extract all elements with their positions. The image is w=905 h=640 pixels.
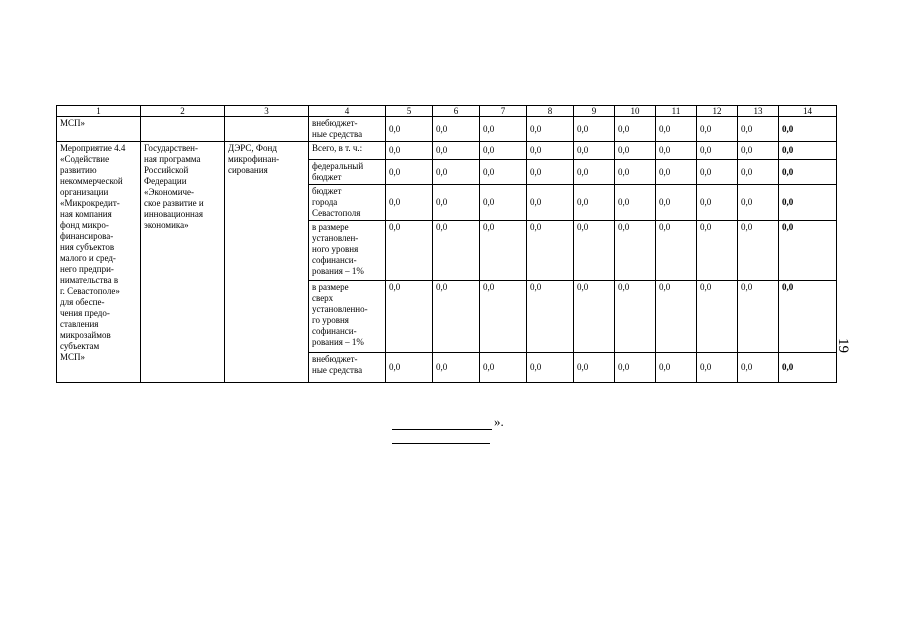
header-cell: 3 xyxy=(225,106,309,117)
value-cell xyxy=(656,353,697,383)
value-cell xyxy=(480,221,527,281)
value-cell xyxy=(527,185,574,221)
value-cell xyxy=(697,185,738,221)
source-cell xyxy=(309,117,386,142)
value-cell xyxy=(433,160,480,185)
value-cell-text: 0,0 xyxy=(389,123,401,134)
event-cell: МСП» xyxy=(57,117,141,142)
value-cell xyxy=(433,117,480,142)
value-cell-text: 0,0 xyxy=(700,282,712,292)
executor-cell xyxy=(225,117,309,142)
value-cell-text: 0,0 xyxy=(483,282,495,292)
value-cell xyxy=(738,142,779,160)
value-cell xyxy=(615,160,656,185)
source-cell xyxy=(309,160,386,185)
value-cell xyxy=(738,160,779,185)
value-cell-text: 0,0 xyxy=(530,197,542,207)
value-cell-text: 0,0 xyxy=(618,362,630,372)
value-cell-text: 0,0 xyxy=(436,197,448,207)
value-cell xyxy=(386,160,433,185)
value-cell-text: 0,0 xyxy=(618,222,630,232)
value-cell-text: 0,0 xyxy=(741,197,753,207)
value-cell-text: 0,0 xyxy=(618,282,630,292)
value-cell xyxy=(656,117,697,142)
value-cell-text: 0,0 xyxy=(618,166,630,177)
page-number: 19 xyxy=(835,338,851,353)
value-cell xyxy=(697,160,738,185)
value-cell-text: 0,0 xyxy=(700,362,712,372)
value-cell-text: 0,0 xyxy=(577,166,589,177)
source-cell-text: внебюджет- ные средства xyxy=(312,354,363,375)
value-cell xyxy=(386,353,433,383)
value-cell-text: 0,0 xyxy=(436,222,448,232)
header-cell: 10 xyxy=(615,106,656,117)
budget-table xyxy=(56,105,837,383)
value-cell xyxy=(615,185,656,221)
header-cell: 4 xyxy=(309,106,386,117)
value-cell-text: 0,0 xyxy=(389,282,401,292)
value-cell xyxy=(738,185,779,221)
value-cell-text: 0,0 xyxy=(659,362,671,372)
value-cell xyxy=(738,353,779,383)
value-cell-text: 0,0 xyxy=(436,145,448,155)
value-cell xyxy=(779,160,837,185)
header-cell: 9 xyxy=(574,106,615,117)
header-cell: 13 xyxy=(738,106,779,117)
value-cell-text: 0,0 xyxy=(700,197,712,207)
value-cell-text: 0,0 xyxy=(577,145,589,155)
value-cell xyxy=(779,117,837,142)
value-cell-text: 0,0 xyxy=(659,222,671,232)
value-cell-text: 0,0 xyxy=(436,166,448,177)
value-cell xyxy=(527,142,574,160)
source-cell-text: внебюджет- ные средства xyxy=(312,118,363,139)
value-cell-text: 0,0 xyxy=(577,222,589,232)
value-cell xyxy=(697,353,738,383)
value-cell-text: 0,0 xyxy=(483,145,495,155)
value-cell-text: 0,0 xyxy=(700,145,712,155)
value-cell xyxy=(527,281,574,353)
value-cell-text: 0,0 xyxy=(741,166,753,177)
value-cell xyxy=(386,281,433,353)
value-cell-text: 0,0 xyxy=(530,166,542,177)
value-cell xyxy=(738,281,779,353)
value-cell-text: 0,0 xyxy=(530,362,542,372)
value-cell xyxy=(574,142,615,160)
value-cell xyxy=(615,117,656,142)
value-cell-text: 0,0 xyxy=(782,222,794,232)
value-cell xyxy=(697,221,738,281)
value-cell-text: 0,0 xyxy=(483,362,495,372)
source-cell-text: Всего, в т. ч.: xyxy=(312,143,363,153)
value-cell-text: 0,0 xyxy=(659,197,671,207)
source-cell-text: в размере сверх установленно- го уровня софинанси- рования – 1% xyxy=(312,282,368,347)
value-cell xyxy=(697,281,738,353)
value-cell-text: 0,0 xyxy=(483,222,495,232)
value-cell xyxy=(433,353,480,383)
value-cell-text: 0,0 xyxy=(530,123,542,134)
program-cell xyxy=(141,117,225,142)
value-cell xyxy=(386,117,433,142)
value-cell-text: 0,0 xyxy=(389,197,401,207)
source-cell xyxy=(309,142,386,160)
program-cell-text: Государствен- ная программа Российской Федерации «Экономиче- ское развитие и инновационная экономика» xyxy=(144,143,204,230)
value-cell xyxy=(574,160,615,185)
source-cell-text: бюджет города Севастополя xyxy=(312,186,361,218)
value-cell xyxy=(574,353,615,383)
value-cell-text: 0,0 xyxy=(389,166,401,177)
value-cell xyxy=(779,221,837,281)
value-cell-text: 0,0 xyxy=(659,282,671,292)
header-cell: 6 xyxy=(433,106,480,117)
value-cell-text: 0,0 xyxy=(782,362,794,372)
header-cell: 5 xyxy=(386,106,433,117)
value-cell xyxy=(433,281,480,353)
source-cell-text: федеральный бюджет xyxy=(312,161,364,182)
header-cell: 12 xyxy=(697,106,738,117)
source-cell-text: в размере установлен- ного уровня софинанси- рования – 1% xyxy=(312,222,364,276)
value-cell-text: 0,0 xyxy=(741,123,753,134)
value-cell xyxy=(386,221,433,281)
value-cell-text: 0,0 xyxy=(741,145,753,155)
closing-quote: ». xyxy=(494,414,504,429)
header-cell: 11 xyxy=(656,106,697,117)
event-description-text: Мероприятие 4.4 «Содействие развитию некоммерческой организации «Микрокредит- ная компания фонд микро- финансирова- ния субъектов малого и сред- него предпри- нимательства в г. Севастополе» для обеспе- чения предо- ставления микрозаймов субъектам МСП» xyxy=(60,143,126,362)
value-cell-text: 0,0 xyxy=(618,197,630,207)
value-cell xyxy=(697,117,738,142)
value-cell xyxy=(433,185,480,221)
value-cell xyxy=(779,142,837,160)
value-cell xyxy=(574,281,615,353)
value-cell xyxy=(480,281,527,353)
value-cell-text: 0,0 xyxy=(782,123,794,134)
value-cell xyxy=(480,185,527,221)
signature-line xyxy=(392,416,492,430)
value-cell-text: 0,0 xyxy=(436,282,448,292)
value-cell-text: 0,0 xyxy=(436,123,448,134)
value-cell-text: 0,0 xyxy=(530,222,542,232)
value-cell-text: 0,0 xyxy=(389,145,401,155)
value-cell xyxy=(615,353,656,383)
value-cell-text: 0,0 xyxy=(659,123,671,134)
value-cell xyxy=(738,117,779,142)
executor-cell-text: ДЭРС, Фонд микрофинан- сирования xyxy=(228,143,280,175)
value-cell-text: 0,0 xyxy=(618,145,630,155)
value-cell xyxy=(656,185,697,221)
value-cell xyxy=(527,117,574,142)
value-cell xyxy=(574,221,615,281)
value-cell xyxy=(779,185,837,221)
value-cell xyxy=(480,353,527,383)
value-cell-text: 0,0 xyxy=(577,282,589,292)
value-cell-text: 0,0 xyxy=(782,282,794,292)
value-cell xyxy=(615,281,656,353)
value-cell-text: 0,0 xyxy=(577,123,589,134)
source-cell xyxy=(309,281,386,353)
closing-mark xyxy=(392,414,504,430)
value-cell xyxy=(697,142,738,160)
value-cell-text: 0,0 xyxy=(389,362,401,372)
value-cell-text: 0,0 xyxy=(436,362,448,372)
header-cell: 7 xyxy=(480,106,527,117)
value-cell-text: 0,0 xyxy=(483,197,495,207)
program-cell xyxy=(141,142,225,383)
value-cell xyxy=(527,160,574,185)
separator-line xyxy=(392,443,490,444)
source-cell xyxy=(309,353,386,383)
value-cell-text: 0,0 xyxy=(483,123,495,134)
value-cell-text: 0,0 xyxy=(483,166,495,177)
header-cell: 1 xyxy=(57,106,141,117)
value-cell xyxy=(386,142,433,160)
value-cell xyxy=(480,160,527,185)
value-cell xyxy=(779,353,837,383)
value-cell xyxy=(527,353,574,383)
header-cell: 14 xyxy=(779,106,837,117)
value-cell xyxy=(574,117,615,142)
value-cell xyxy=(615,221,656,281)
value-cell-text: 0,0 xyxy=(700,123,712,134)
source-cell xyxy=(309,185,386,221)
value-cell xyxy=(738,221,779,281)
table-row xyxy=(57,142,837,160)
value-cell-text: 0,0 xyxy=(741,282,753,292)
value-cell xyxy=(574,185,615,221)
value-cell xyxy=(480,142,527,160)
table-row xyxy=(57,117,837,142)
value-cell-text: 0,0 xyxy=(530,282,542,292)
value-cell xyxy=(656,281,697,353)
value-cell xyxy=(433,142,480,160)
value-cell-text: 0,0 xyxy=(530,145,542,155)
value-cell xyxy=(527,221,574,281)
value-cell xyxy=(433,221,480,281)
value-cell xyxy=(656,221,697,281)
value-cell-text: 0,0 xyxy=(659,166,671,177)
value-cell-text: 0,0 xyxy=(782,166,794,177)
value-cell-text: 0,0 xyxy=(700,222,712,232)
value-cell xyxy=(480,117,527,142)
event-description xyxy=(57,142,141,383)
header-cell: 8 xyxy=(527,106,574,117)
value-cell xyxy=(779,281,837,353)
value-cell xyxy=(615,142,656,160)
value-cell xyxy=(386,185,433,221)
value-cell-text: 0,0 xyxy=(577,197,589,207)
value-cell-text: 0,0 xyxy=(782,145,794,155)
header-row xyxy=(57,106,837,117)
source-cell xyxy=(309,221,386,281)
value-cell-text: 0,0 xyxy=(389,222,401,232)
value-cell-text: 0,0 xyxy=(618,123,630,134)
value-cell xyxy=(656,160,697,185)
value-cell-text: 0,0 xyxy=(700,166,712,177)
executor-cell xyxy=(225,142,309,383)
value-cell-text: 0,0 xyxy=(577,362,589,372)
value-cell-text: 0,0 xyxy=(741,362,753,372)
value-cell-text: 0,0 xyxy=(782,197,794,207)
value-cell xyxy=(656,142,697,160)
value-cell-text: 0,0 xyxy=(659,145,671,155)
value-cell-text: 0,0 xyxy=(741,222,753,232)
header-cell: 2 xyxy=(141,106,225,117)
